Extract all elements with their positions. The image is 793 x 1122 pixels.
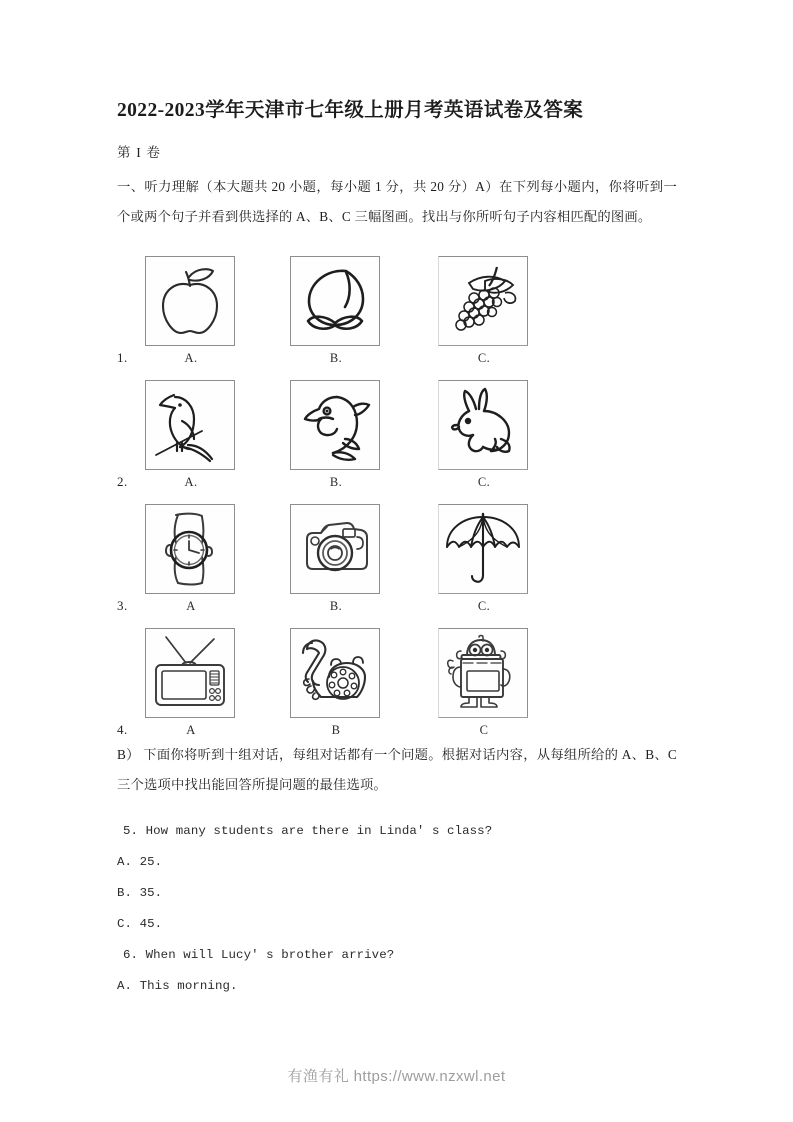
television-icon bbox=[145, 628, 235, 718]
option-label: A. bbox=[184, 475, 198, 489]
picture-option-b[interactable] bbox=[290, 628, 382, 740]
picture-option-b[interactable] bbox=[290, 504, 382, 616]
document-content bbox=[117, 96, 677, 1002]
section-label: 第 I 卷 bbox=[117, 145, 162, 160]
watch-icon bbox=[145, 504, 235, 594]
question-number: 1. bbox=[117, 350, 128, 365]
telephone-icon bbox=[290, 628, 380, 718]
answer-option[interactable]: C. 45. bbox=[117, 917, 163, 931]
picture-option-a[interactable] bbox=[145, 628, 237, 740]
picture-option-c[interactable] bbox=[438, 380, 530, 492]
question-prompt: 5. How many students are there in Linda' s class? bbox=[123, 824, 493, 838]
option-label: A bbox=[186, 599, 196, 613]
picture-option-c[interactable] bbox=[438, 504, 530, 616]
umbrella-icon bbox=[438, 504, 528, 594]
option-label: C. bbox=[477, 475, 491, 489]
option-label: A bbox=[186, 723, 196, 737]
apple-icon bbox=[145, 256, 235, 346]
picture-question-row bbox=[117, 244, 677, 368]
picture-question-row bbox=[117, 368, 677, 492]
answer-option[interactable]: B. 35. bbox=[117, 886, 163, 900]
picture-option-a[interactable] bbox=[145, 380, 237, 492]
picture-option-c[interactable] bbox=[438, 256, 530, 368]
option-label: B. bbox=[329, 475, 343, 489]
part-a-instructions: 一、听力理解（本大题共 20 小题，每小题 1 分，共 20 分）A）在下列每小题内，你将听到一个或两个句子并看到供选择的 A、B、C 三幅图画。找出与你所听句子内容相匹配的图画。 bbox=[117, 179, 677, 224]
question-number: 4. bbox=[117, 722, 128, 737]
option-label: A. bbox=[184, 351, 198, 365]
bird-icon bbox=[145, 380, 235, 470]
answer-option[interactable]: A. 25. bbox=[117, 855, 163, 869]
peach-icon bbox=[290, 256, 380, 346]
picture-option-a[interactable] bbox=[145, 504, 237, 616]
option-label: C. bbox=[477, 599, 491, 613]
question-number: 2. bbox=[117, 474, 128, 489]
rabbit-icon bbox=[438, 380, 528, 470]
grapes-icon bbox=[438, 256, 528, 346]
robot-icon bbox=[438, 628, 528, 718]
option-label: B. bbox=[329, 599, 343, 613]
picture-question-row bbox=[117, 616, 677, 740]
option-label: B bbox=[331, 723, 341, 737]
part-b-instructions: B） 下面你将听到十组对话，每组对话都有一个问题。根据对话内容，从每组所给的 A、B、C 三个选项中找出能回答所提问题的最佳选项。 bbox=[117, 747, 677, 792]
option-label: B. bbox=[329, 351, 343, 365]
dolphin-icon bbox=[290, 380, 380, 470]
page-title: 2022-2023学年天津市七年级上册月考英语试卷及答案 bbox=[117, 100, 584, 121]
camera-icon bbox=[290, 504, 380, 594]
picture-question-row bbox=[117, 492, 677, 616]
picture-option-c[interactable] bbox=[438, 628, 530, 740]
question-number: 3. bbox=[117, 598, 128, 613]
picture-option-b[interactable] bbox=[290, 380, 382, 492]
answer-option[interactable]: A. This morning. bbox=[117, 979, 238, 993]
option-label: C bbox=[479, 723, 489, 737]
picture-questions-block bbox=[117, 244, 677, 740]
question-prompt: 6. When will Lucy' s brother arrive? bbox=[123, 948, 395, 962]
footer-watermark: 有渔有礼 https://www.nzxwl.net bbox=[287, 1068, 506, 1085]
picture-option-b[interactable] bbox=[290, 256, 382, 368]
picture-option-a[interactable] bbox=[145, 256, 237, 368]
listening-questions-block bbox=[117, 816, 677, 1002]
option-label: C. bbox=[477, 351, 491, 365]
